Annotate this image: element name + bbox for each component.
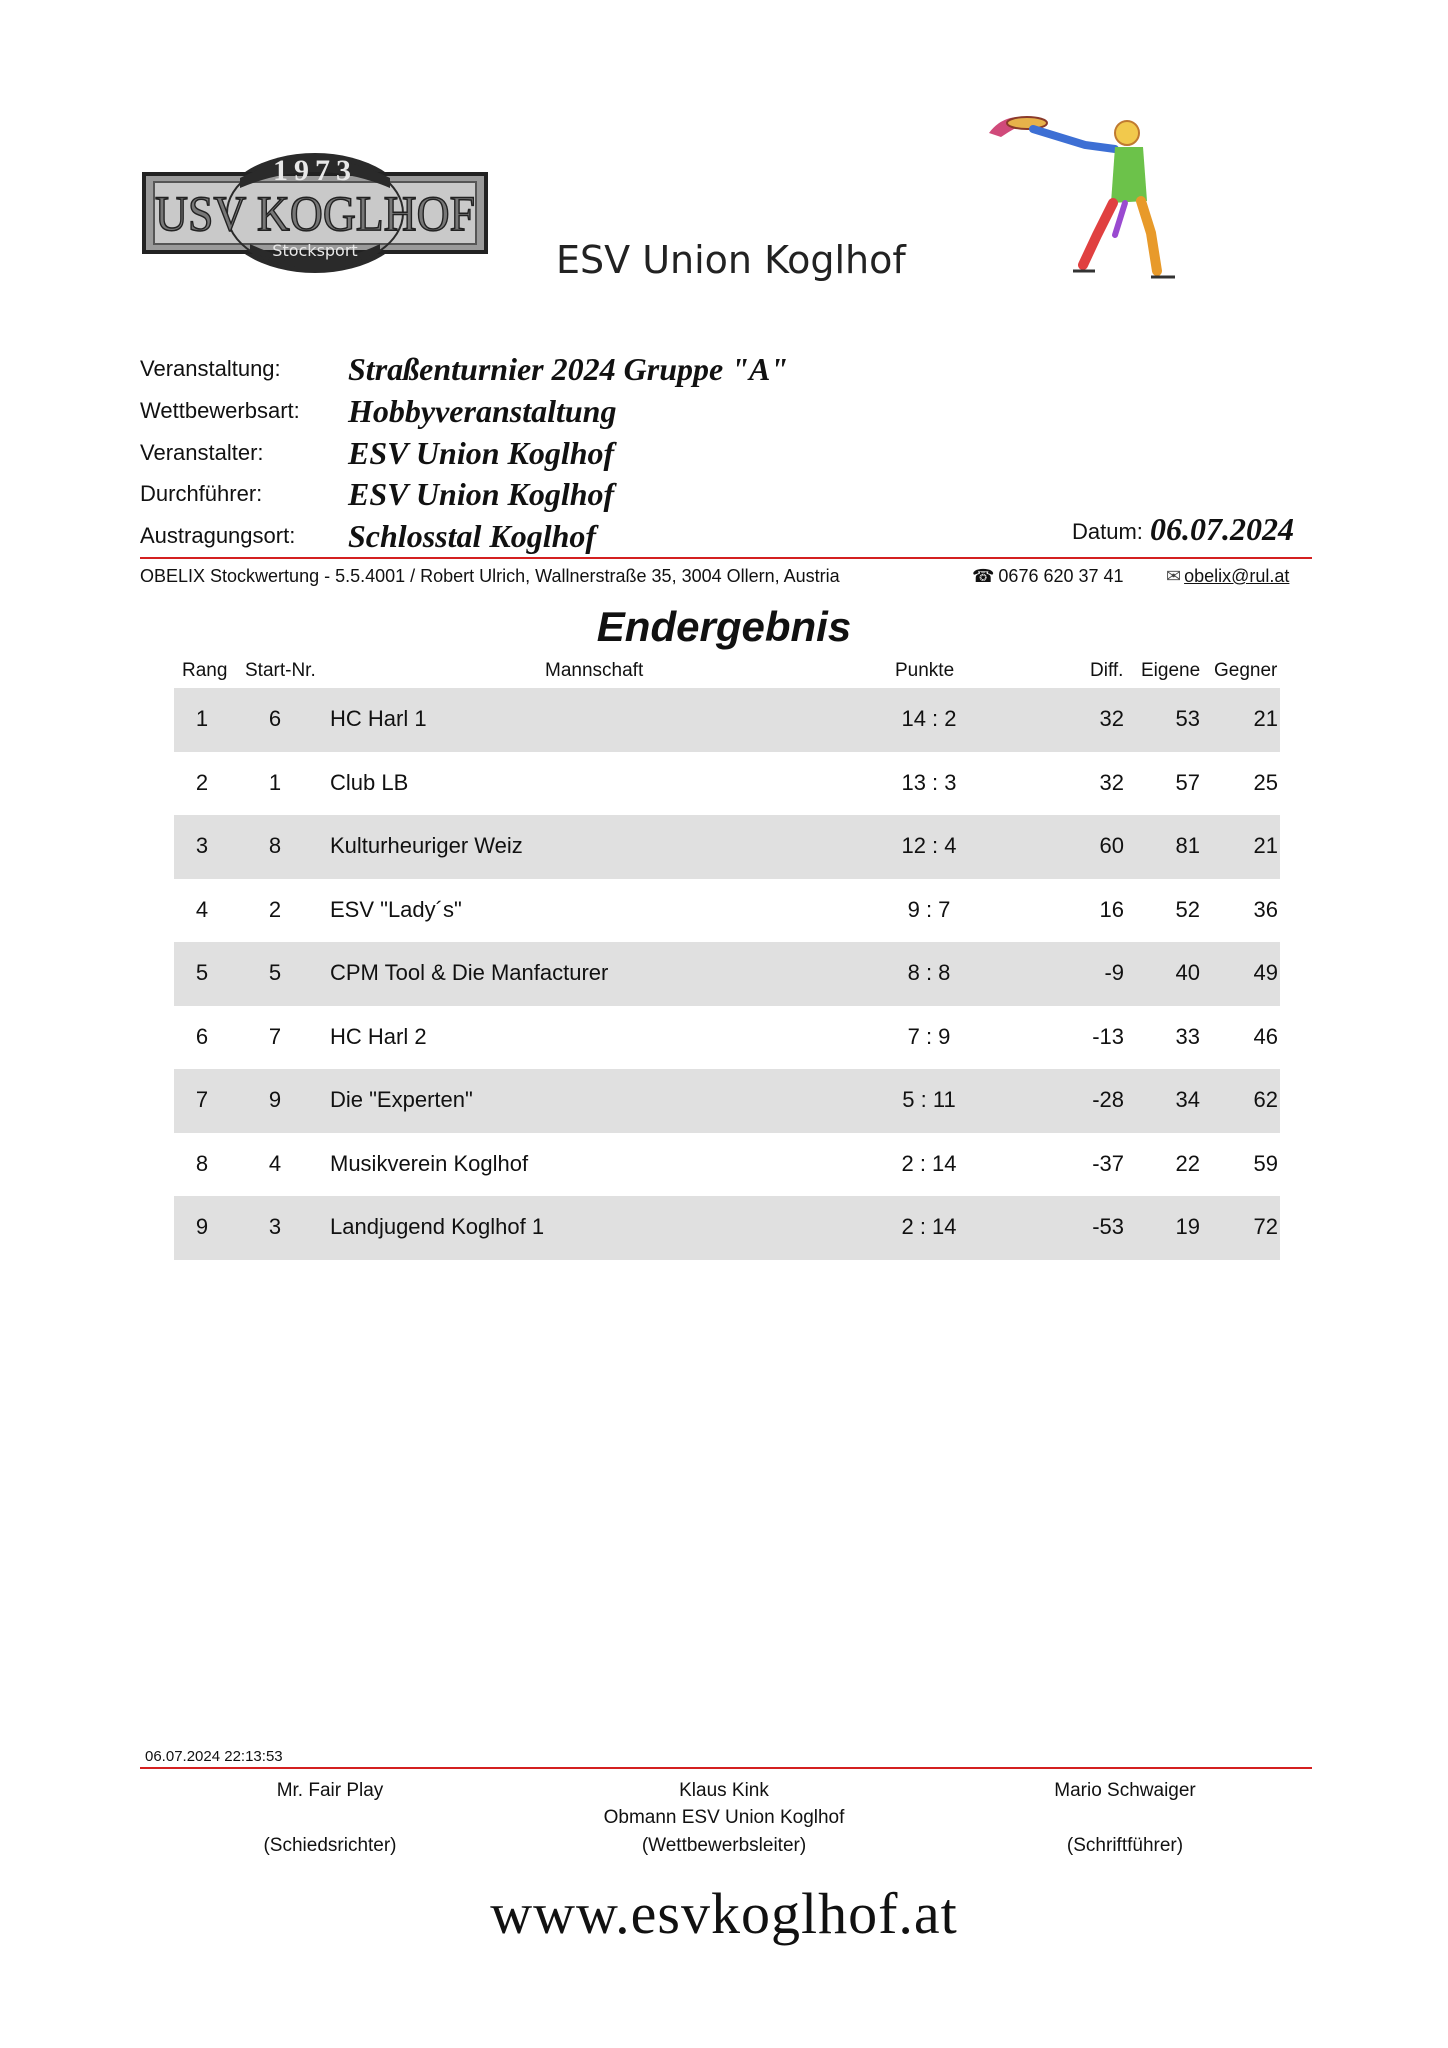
- own-score: 53: [1175, 706, 1200, 731]
- own-score: 19: [1175, 1214, 1200, 1239]
- difference: -9: [1104, 960, 1124, 985]
- team-name: Kulturheuriger Weiz: [330, 833, 523, 858]
- start-number: 7: [268, 1023, 282, 1049]
- footer-divider: [140, 1767, 1312, 1769]
- executor-value: ESV Union Koglhof: [348, 476, 615, 512]
- logo-name: USV KOGLHOF: [155, 185, 475, 241]
- own-score: 57: [1175, 769, 1200, 795]
- rank: 1: [195, 706, 209, 731]
- leader-title: Obmann ESV Union Koglhof: [603, 1807, 845, 1828]
- difference: 60: [1099, 833, 1124, 858]
- leader-role: (Wettbewerbsleiter): [641, 1835, 807, 1856]
- competition-type-label: Wettbewerbsart:: [140, 398, 300, 423]
- header-points: Punkte: [895, 660, 955, 681]
- start-number: 6: [268, 706, 282, 731]
- start-number: 1: [268, 769, 282, 795]
- header-opponent: Gegner: [1214, 660, 1278, 681]
- own-score: 81: [1175, 833, 1200, 858]
- points: 14 : 2: [901, 706, 957, 731]
- team-name: HC Harl 2: [330, 1023, 427, 1049]
- opponent-score: 21: [1253, 706, 1278, 731]
- page-title: Endergebnis: [596, 603, 852, 650]
- executor-label: Durchführer:: [140, 481, 263, 506]
- opponent-score: 46: [1253, 1023, 1278, 1049]
- rank: 4: [195, 896, 209, 922]
- table-row: [174, 1196, 1280, 1260]
- rank: 3: [195, 833, 209, 858]
- table-row: [174, 879, 1280, 943]
- rank: 6: [195, 1023, 209, 1049]
- opponent-score: 49: [1253, 960, 1278, 985]
- team-name: Club LB: [330, 769, 409, 795]
- rank: 7: [195, 1087, 209, 1112]
- organizer-value: ESV Union Koglhof: [348, 435, 615, 471]
- rank: 8: [195, 1150, 209, 1176]
- points: 12 : 4: [901, 833, 957, 858]
- referee-name: Mr. Fair Play: [276, 1780, 384, 1801]
- organizer-label: Veranstalter:: [140, 440, 264, 465]
- leader-name: Klaus Kink: [679, 1780, 769, 1801]
- points: 13 : 3: [901, 769, 957, 795]
- team-name: Die "Experten": [330, 1087, 473, 1112]
- rank: 9: [195, 1214, 209, 1239]
- team-name: HC Harl 1: [330, 706, 427, 731]
- table-row: [174, 1069, 1280, 1133]
- header-own: Eigene: [1141, 660, 1201, 681]
- own-score: 34: [1175, 1087, 1200, 1112]
- curler-figure-illustration: [975, 105, 1205, 285]
- start-number: 8: [268, 833, 282, 858]
- event-value: Straßenturnier 2024 Gruppe "A": [348, 351, 789, 387]
- difference: -13: [1092, 1023, 1124, 1049]
- event-label: Veranstaltung:: [140, 356, 281, 381]
- own-score: 52: [1175, 896, 1200, 922]
- table-row: [174, 942, 1280, 1006]
- mail-icon: ✉: [1166, 566, 1182, 586]
- results-table-header: [0, 660, 1448, 684]
- secretary-name: Mario Schwaiger: [1054, 1780, 1196, 1801]
- start-number: 9: [268, 1087, 282, 1112]
- venue-label: Austragungsort:: [140, 523, 296, 548]
- difference: 16: [1099, 896, 1124, 922]
- phone-icon: ☎: [972, 566, 995, 586]
- difference: 32: [1099, 706, 1124, 731]
- venue-value: Schlosstal Koglhof: [348, 518, 597, 554]
- referee-role: (Schiedsrichter): [263, 1835, 397, 1856]
- table-row: [174, 752, 1280, 816]
- start-number: 4: [268, 1150, 282, 1176]
- team-name: Landjugend Koglhof 1: [330, 1214, 545, 1239]
- difference: -37: [1092, 1150, 1124, 1176]
- date-label: Datum:: [1072, 519, 1143, 544]
- table-row: [174, 1006, 1280, 1070]
- points: 9 : 7: [907, 896, 951, 922]
- header-divider: [140, 557, 1312, 559]
- info-row-venue: [140, 513, 1320, 555]
- header-rang: Rang: [182, 660, 228, 681]
- points: 8 : 8: [907, 960, 951, 985]
- own-score: 22: [1175, 1150, 1200, 1176]
- competition-type-value: Hobbyveranstaltung: [348, 393, 617, 429]
- points: 5 : 11: [902, 1087, 956, 1112]
- rank: 2: [195, 769, 209, 795]
- points: 2 : 14: [901, 1214, 957, 1239]
- difference: -53: [1092, 1214, 1124, 1239]
- table-row: [174, 688, 1280, 752]
- start-number: 5: [268, 960, 282, 985]
- date-value: 06.07.2024: [1150, 511, 1294, 547]
- opponent-score: 36: [1253, 896, 1278, 922]
- phone-contact: [972, 566, 1124, 587]
- info-row-competition-type: [140, 388, 1320, 430]
- start-number: 2: [268, 896, 282, 922]
- info-row-event: [140, 346, 1320, 388]
- info-row-organizer: [140, 430, 1320, 472]
- team-name: Musikverein Koglhof: [330, 1150, 529, 1176]
- opponent-score: 72: [1253, 1214, 1278, 1239]
- logo-year: 1973: [273, 154, 357, 187]
- print-timestamp: 06.07.2024 22:13:53: [145, 1748, 283, 1765]
- points: 2 : 14: [901, 1150, 957, 1176]
- website-link[interactable]: www.esvkoglhof.at: [490, 1881, 958, 1946]
- start-number: 3: [268, 1214, 282, 1239]
- email-link[interactable]: obelix@rul.at: [1184, 566, 1290, 586]
- results-table: [174, 688, 1280, 1260]
- points: 7 : 9: [907, 1023, 951, 1049]
- own-score: 40: [1175, 960, 1200, 985]
- logo-subtitle: Stocksport: [272, 241, 358, 260]
- opponent-score: 21: [1253, 833, 1278, 858]
- software-credit: OBELIX Stockwertung - 5.5.4001 / Robert Ulrich, Wallnerstraße 35, 3004 Ollern, Austria: [140, 566, 840, 586]
- team-name: CPM Tool & Die Manfacturer: [330, 960, 609, 985]
- difference: 32: [1099, 769, 1124, 795]
- club-logo: [140, 148, 490, 278]
- rank: 5: [195, 960, 209, 985]
- table-row: [174, 815, 1280, 879]
- opponent-score: 62: [1253, 1087, 1278, 1112]
- phone-number: 0676 620 37 41: [998, 566, 1124, 586]
- header-diff: Diff.: [1090, 660, 1124, 681]
- difference: -28: [1092, 1087, 1124, 1112]
- header-start-nr: Start-Nr.: [245, 660, 316, 681]
- secretary-role: (Schriftführer): [1066, 1835, 1184, 1856]
- opponent-score: 59: [1253, 1150, 1278, 1176]
- team-name: ESV "Lady´s": [330, 896, 462, 922]
- header-team: Mannschaft: [545, 660, 644, 681]
- info-row-executor: [140, 471, 1320, 513]
- email-contact: [1166, 566, 1289, 587]
- own-score: 33: [1175, 1023, 1200, 1049]
- opponent-score: 25: [1253, 769, 1278, 795]
- club-name: ESV Union Koglhof: [556, 238, 906, 282]
- table-row: [174, 1133, 1280, 1197]
